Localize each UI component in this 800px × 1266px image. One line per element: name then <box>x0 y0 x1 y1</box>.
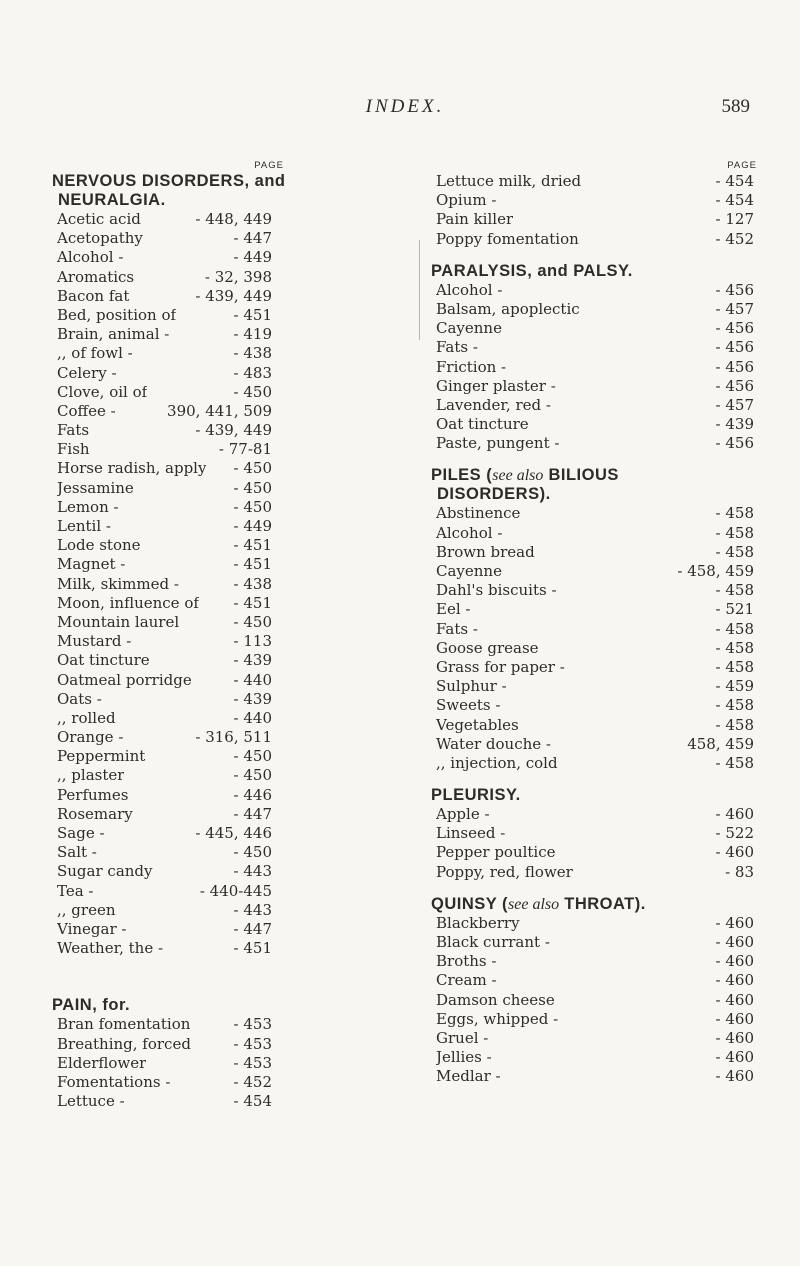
section-heading <box>431 786 771 805</box>
entry-term: Acetic acid <box>57 210 141 228</box>
entry-term: Medlar - <box>436 1067 501 1086</box>
entry-pages: - 447 <box>233 804 272 823</box>
index-entry <box>431 1010 754 1029</box>
section-heading <box>52 172 397 210</box>
entry-term: Aromatics <box>57 267 135 286</box>
index-entry <box>431 358 754 377</box>
entry-pages: - 460 <box>715 1009 754 1028</box>
entry-pages: - 460 <box>715 952 754 971</box>
entry-pages: - 439 <box>233 651 272 670</box>
index-entry <box>52 459 272 478</box>
entry-pages: - 458 <box>715 657 754 676</box>
entry-term: Sage - <box>57 824 105 842</box>
entry-pages: 390, 441, 509 <box>167 401 272 420</box>
entry-pages: - 450 <box>233 766 272 785</box>
entry-pages: - 454 <box>715 172 754 190</box>
index-entry <box>431 991 754 1010</box>
entry-term: Vegetables <box>436 715 519 734</box>
entry-term: Breathing, forced <box>57 1034 191 1053</box>
entry-pages: - 450 <box>233 497 272 516</box>
entry-term: Coffee - <box>57 401 116 420</box>
entry-term: Opium - <box>436 191 497 210</box>
entry-term: Abstinence <box>436 504 521 523</box>
entry-term: Broths - <box>436 952 497 971</box>
page-header <box>60 96 750 126</box>
entry-pages: - 460 <box>715 933 754 951</box>
index-entry <box>431 210 754 229</box>
entry-term: Cayenne <box>436 562 502 580</box>
section-heading <box>431 466 771 504</box>
entry-term: Acetopathy <box>57 229 143 248</box>
entry-pages: - 458 <box>715 696 754 715</box>
entry-term: Fats <box>57 421 90 440</box>
entry-pages: - 446 <box>233 785 272 804</box>
left-column <box>52 160 397 1111</box>
entry-term: Rosemary <box>57 804 133 823</box>
entry-pages: - 456 <box>715 357 754 376</box>
entry-term: Alcohol - <box>436 280 503 299</box>
entry-pages: - 448, 449 <box>195 210 272 228</box>
index-entry <box>431 377 754 396</box>
index-entry <box>52 594 272 613</box>
entry-term: Apple - <box>436 805 490 824</box>
entry-term: Brain, animal - <box>57 325 170 344</box>
index-entry <box>431 543 754 562</box>
entry-pages: - 452 <box>233 1072 272 1091</box>
index-entry <box>431 230 754 249</box>
index-entry <box>431 562 754 581</box>
index-entry <box>431 754 754 773</box>
entry-pages: - 450 <box>233 382 272 401</box>
entry-pages: - 83 <box>725 862 754 881</box>
index-entry <box>52 306 272 325</box>
index-entry <box>431 805 754 824</box>
index-entry <box>52 364 272 383</box>
entry-term: Jellies - <box>436 1048 492 1067</box>
index-entry <box>52 613 272 632</box>
entry-pages: - 460 <box>715 990 754 1009</box>
entry-pages: - 458 <box>715 638 754 657</box>
entry-pages: - 458 <box>715 542 754 561</box>
index-entry <box>431 716 754 735</box>
index-entry <box>431 620 754 639</box>
index-entry <box>52 248 272 267</box>
index-entry <box>52 210 272 229</box>
entry-term: Oatmeal porridge <box>57 670 192 689</box>
index-entry <box>431 658 754 677</box>
entry-term: Orange - <box>57 728 124 747</box>
index-entry <box>431 971 754 990</box>
entry-term: Sulphur - <box>436 677 507 696</box>
index-entry <box>52 1054 272 1073</box>
index-entry <box>52 1073 272 1092</box>
entry-pages: - 419 <box>233 325 272 344</box>
entry-term: Horse radish, apply <box>57 459 207 478</box>
section-heading <box>431 895 771 914</box>
entry-term: ,, rolled <box>57 708 116 727</box>
index-entry <box>52 709 272 728</box>
entry-pages: - 113 <box>233 632 272 651</box>
index-entry <box>431 1067 754 1086</box>
index-entry <box>52 690 272 709</box>
entry-term: Clove, oil of <box>57 382 148 401</box>
entry-pages: - 458 <box>715 619 754 638</box>
index-entry <box>52 1035 272 1054</box>
entry-term: Sweets - <box>436 696 501 715</box>
entry-pages: - 460 <box>715 1067 754 1086</box>
entry-term: Friction - <box>436 357 507 376</box>
entry-pages: - 458 <box>715 581 754 600</box>
index-entry <box>52 344 272 363</box>
heading-italic-text: see also <box>492 467 544 485</box>
index-entry <box>52 882 272 901</box>
entry-pages: - 456 <box>715 319 754 338</box>
index-entry <box>52 575 272 594</box>
index-entry <box>52 440 272 459</box>
entry-pages: - 440 <box>233 708 272 727</box>
entry-term: ,, green <box>57 900 116 919</box>
entry-term: Celery - <box>57 363 117 382</box>
entry-pages: - 439 <box>715 415 754 434</box>
entry-pages: - 457 <box>715 299 754 318</box>
entry-term: ,, plaster <box>57 766 125 785</box>
heading-italic-text: see also <box>508 895 560 913</box>
index-entry <box>52 325 272 344</box>
right-column <box>431 160 771 1087</box>
index-entry <box>52 728 272 747</box>
entry-pages: - 460 <box>715 1028 754 1047</box>
entry-pages: - 438 <box>233 344 272 363</box>
entry-pages: - 457 <box>715 395 754 414</box>
heading-text: BILIOUS <box>543 466 619 485</box>
entry-pages: - 451 <box>233 593 272 612</box>
entry-term: Bran fomentation <box>57 1015 191 1034</box>
index-entry <box>431 415 754 434</box>
index-entry <box>52 939 272 958</box>
entry-term: Oat tincture <box>57 651 150 670</box>
entry-pages: - 127 <box>715 210 754 229</box>
index-entry <box>431 914 754 933</box>
index-entry <box>431 172 754 191</box>
index-entry <box>52 824 272 843</box>
index-entry <box>431 191 754 210</box>
heading-text: NERVOUS DISORDERS, and <box>52 172 286 190</box>
entry-term: Weather, the - <box>57 939 164 958</box>
entry-term: Water douche - <box>436 734 551 753</box>
entry-pages: - 443 <box>233 900 272 919</box>
entry-pages: - 460 <box>715 843 754 862</box>
entry-pages: - 447 <box>233 229 272 248</box>
index-entry <box>52 498 272 517</box>
entry-term: Pain killer <box>436 210 514 229</box>
entry-term: Fish <box>57 440 90 459</box>
entry-pages: - 458 <box>715 523 754 542</box>
index-entry <box>52 901 272 920</box>
index-entry <box>431 863 754 882</box>
entry-term: Fomentations - <box>57 1072 171 1091</box>
entry-pages: - 460 <box>715 913 754 932</box>
entry-pages: - 521 <box>715 600 754 619</box>
entry-term: Gruel - <box>436 1028 489 1047</box>
entry-term: ,, of fowl - <box>57 344 133 363</box>
entry-pages: - 454 <box>715 191 754 210</box>
entry-term: Moon, influence of <box>57 593 199 612</box>
entry-pages: - 450 <box>233 747 272 766</box>
entry-pages: - 456 <box>715 338 754 357</box>
entry-term: Dahl's biscuits - <box>436 581 557 600</box>
entry-term: Milk, skimmed - <box>57 574 179 593</box>
entry-term: Linseed - <box>436 824 506 843</box>
page-column-label: PAGE <box>727 160 757 171</box>
entry-pages: - 450 <box>233 612 272 631</box>
index-entry <box>431 735 754 754</box>
index-entry <box>431 300 754 319</box>
index-entry <box>431 600 754 619</box>
entry-term: Oats - <box>57 689 102 708</box>
index-entry <box>52 229 272 248</box>
entry-term: Cayenne <box>436 319 502 338</box>
index-entry <box>52 1015 272 1034</box>
entry-term: Eel - <box>436 600 471 619</box>
entry-pages: - 453 <box>233 1053 272 1072</box>
index-entry <box>52 805 272 824</box>
entry-term: Lemon - <box>57 497 119 516</box>
entry-term: Eggs, whipped - <box>436 1009 559 1028</box>
heading-continuation: NEURALGIA. <box>58 191 166 209</box>
section-gap <box>52 958 397 996</box>
index-entry <box>431 933 754 952</box>
index-entry <box>52 651 272 670</box>
entry-term: Bacon fat <box>57 286 130 305</box>
index-entry <box>52 747 272 766</box>
entry-pages: - 439 <box>233 689 272 708</box>
index-entry <box>431 639 754 658</box>
entry-pages: - 456 <box>715 280 754 299</box>
index-entry <box>52 402 272 421</box>
index-entry <box>52 920 272 939</box>
index-entry <box>52 287 272 306</box>
entry-pages: - 460 <box>715 1048 754 1067</box>
entry-pages: - 439, 449 <box>195 286 272 305</box>
index-entry <box>431 581 754 600</box>
index-entry <box>52 517 272 536</box>
entry-pages: - 440 <box>233 670 272 689</box>
index-entry <box>52 536 272 555</box>
entry-term: Lettuce - <box>57 1092 125 1111</box>
entry-term: Perfumes <box>57 785 129 804</box>
entry-term: Black currant - <box>436 933 550 951</box>
entry-term: Fats - <box>436 338 478 357</box>
entry-term: Lavender, red - <box>436 395 551 414</box>
heading-text: QUINSY ( <box>431 894 509 913</box>
entry-term: Blackberry <box>436 913 520 932</box>
entry-pages: - 440-445 <box>199 881 272 900</box>
index-entry <box>431 504 754 523</box>
index-entry <box>52 843 272 862</box>
entry-term: Goose grease <box>436 638 539 657</box>
entry-pages: - 449 <box>233 248 272 267</box>
entry-pages: - 458 <box>715 715 754 734</box>
index-entry <box>431 396 754 415</box>
index-entry <box>431 338 754 357</box>
entry-term: Poppy fomentation <box>436 229 579 248</box>
index-entry <box>52 1092 272 1111</box>
index-entry <box>52 862 272 881</box>
entry-pages: - 451 <box>233 536 272 555</box>
entry-term: Cream - <box>436 971 497 990</box>
index-entry <box>431 1048 754 1067</box>
entry-pages: - 445, 446 <box>195 824 272 842</box>
entry-term: Damson cheese <box>436 990 555 1009</box>
entry-pages: - 454 <box>233 1092 272 1111</box>
entry-pages: - 450 <box>233 843 272 862</box>
entry-term: Elderflower <box>57 1053 147 1072</box>
entry-pages: - 459 <box>715 677 754 696</box>
entry-pages: - 453 <box>233 1015 272 1034</box>
index-entry <box>431 281 754 300</box>
index-entry <box>431 524 754 543</box>
entry-term: Paste, pungent - <box>436 434 560 453</box>
entry-term: Peppermint <box>57 747 146 766</box>
index-entry <box>431 677 754 696</box>
entry-term: Jessamine <box>57 478 134 497</box>
entry-term: Alcohol - <box>57 248 124 267</box>
entry-term: Pepper poultice <box>436 843 556 862</box>
entry-pages: - 458 <box>715 753 754 772</box>
entry-term: Vinegar - <box>57 919 127 938</box>
entry-term: Sugar candy <box>57 862 153 881</box>
entry-pages: - 449 <box>233 517 272 535</box>
entry-pages: - 483 <box>233 363 272 382</box>
entry-pages: - 458, 459 <box>677 562 754 580</box>
index-entry <box>431 319 754 338</box>
entry-term: Ginger plaster - <box>436 376 556 395</box>
page-number: 589 <box>721 96 750 117</box>
entry-pages: - 439, 449 <box>195 421 272 440</box>
entry-pages: - 316, 511 <box>195 728 272 747</box>
index-entry <box>52 421 272 440</box>
index-entry <box>52 383 272 402</box>
index-entry <box>52 268 272 287</box>
entry-pages: - 32, 398 <box>204 267 272 286</box>
entry-term: Poppy, red, flower <box>436 862 573 881</box>
entry-pages: - 452 <box>715 229 754 248</box>
entry-pages: - 451 <box>233 555 272 574</box>
entry-term: Lentil - <box>57 517 111 535</box>
page-column-label: PAGE <box>254 160 284 171</box>
entry-pages: - 456 <box>715 376 754 395</box>
entry-term: Tea - <box>57 881 94 900</box>
section-heading <box>52 996 397 1015</box>
entry-pages: - 451 <box>233 305 272 324</box>
entry-pages: - 77-81 <box>218 440 272 459</box>
index-entry <box>431 952 754 971</box>
index-entry <box>52 555 272 574</box>
index-entry <box>431 434 754 453</box>
entry-pages: - 460 <box>715 805 754 824</box>
entry-pages: 458, 459 <box>687 734 754 753</box>
column-divider <box>419 240 420 340</box>
entry-term: Brown bread <box>436 542 535 561</box>
section-heading <box>431 262 771 281</box>
entry-term: Mountain laurel <box>57 612 180 631</box>
heading-text: PLEURISY. <box>431 786 521 805</box>
entry-term: Bed, position of <box>57 305 177 324</box>
entry-pages: - 438 <box>233 574 272 593</box>
entry-pages: - 458 <box>715 504 754 523</box>
index-entry <box>52 632 272 651</box>
index-entry <box>431 843 754 862</box>
entry-term: Magnet - <box>57 555 126 574</box>
entry-term: Lettuce milk, dried <box>436 172 582 190</box>
index-entry <box>52 479 272 498</box>
index-entry <box>52 786 272 805</box>
index-entry <box>52 671 272 690</box>
entry-term: Grass for paper - <box>436 657 565 676</box>
heading-text: THROAT). <box>559 894 646 913</box>
entry-pages: - 456 <box>715 434 754 453</box>
entry-term: Balsam, apoplectic <box>436 299 580 318</box>
heading-text: PILES ( <box>431 466 493 485</box>
entry-term: Salt - <box>57 843 97 862</box>
entry-term: ,, injection, cold <box>436 753 558 772</box>
index-entry <box>431 824 754 843</box>
entry-pages: - 443 <box>233 862 272 881</box>
heading-continuation: DISORDERS). <box>437 485 551 504</box>
running-title: INDEX. <box>365 96 445 117</box>
entry-pages: - 460 <box>715 971 754 990</box>
entry-term: Alcohol - <box>436 523 503 542</box>
entry-term: Mustard - <box>57 632 132 651</box>
heading-text: PAIN, for. <box>52 996 131 1015</box>
entry-pages: - 453 <box>233 1034 272 1053</box>
entry-pages: - 451 <box>233 939 272 958</box>
entry-pages: - 450 <box>233 478 272 497</box>
entry-term: Oat tincture <box>436 415 529 434</box>
entry-term: Fats - <box>436 619 478 638</box>
index-entry <box>431 1029 754 1048</box>
index-entry <box>52 766 272 785</box>
entry-term: Lode stone <box>57 536 141 555</box>
entry-pages: - 450 <box>233 459 272 478</box>
index-entry <box>431 696 754 715</box>
entry-pages: - 447 <box>233 919 272 938</box>
entry-pages: - 522 <box>715 824 754 843</box>
heading-text: PARALYSIS, and PALSY. <box>431 261 633 280</box>
